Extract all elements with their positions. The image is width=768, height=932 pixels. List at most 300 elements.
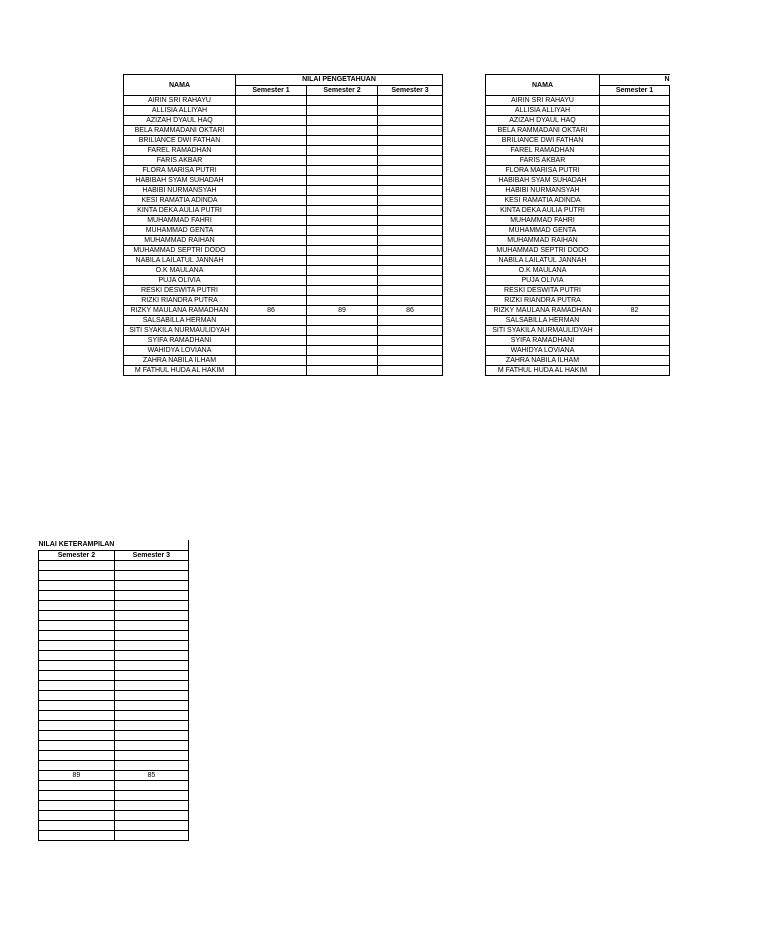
keterampilan-semester-1-cell[interactable]: [600, 186, 670, 196]
pengetahuan-semester-1-cell[interactable]: [236, 136, 307, 146]
student-name-cell[interactable]: FAREL RAMADHAN: [486, 146, 600, 156]
student-name-cell[interactable]: RIZKY MAULANA RAMADHAN: [486, 306, 600, 316]
keterampilan-semester-1-cell[interactable]: [600, 176, 670, 186]
student-name-cell[interactable]: AIRIN SRI RAHAYU: [486, 96, 600, 106]
pengetahuan-semester-1-cell[interactable]: [236, 156, 307, 166]
table-row: [124, 216, 443, 226]
semester-3-header[interactable]: Semester 3: [378, 86, 443, 96]
pengetahuan-semester-1-cell[interactable]: [236, 296, 307, 306]
student-name-cell[interactable]: NABILA LAILATUL JANNAH: [486, 256, 600, 266]
student-name-cell[interactable]: RIZKY MAULANA RAMADHAN: [124, 306, 236, 316]
keterampilan-semester-1-cell[interactable]: [600, 326, 670, 336]
pengetahuan-semester-2-cell[interactable]: [307, 176, 378, 186]
pengetahuan-semester-2-cell[interactable]: [307, 226, 378, 236]
pengetahuan-semester-2-cell[interactable]: [307, 236, 378, 246]
table-row: [486, 366, 670, 376]
table-row: [486, 186, 670, 196]
keterampilan-semester-3-cell[interactable]: [114, 701, 188, 711]
student-name-cell[interactable]: FARIS AKBAR: [486, 156, 600, 166]
student-name-cell[interactable]: FLORA MARISA PUTRI: [124, 166, 236, 176]
keterampilan-semester-3-cell[interactable]: [114, 641, 188, 651]
student-name-cell[interactable]: KESI RAMATIA ADINDA: [124, 196, 236, 206]
keterampilan-continuation-table: [38, 540, 189, 841]
semester-2-header[interactable]: Semester 2: [39, 551, 115, 561]
keterampilan-semester-3-cell[interactable]: [114, 671, 188, 681]
student-name-cell[interactable]: ZAHRA NABILA ILHAM: [486, 356, 600, 366]
table-row: [124, 306, 443, 316]
student-name-cell[interactable]: ZAHRA NABILA ILHAM: [124, 356, 236, 366]
keterampilan-semester-2-cell[interactable]: [39, 621, 115, 631]
table-row: [486, 246, 670, 256]
table-row: [486, 126, 670, 136]
pengetahuan-semester-2-cell[interactable]: [307, 326, 378, 336]
keterampilan-semester-2-cell[interactable]: 89: [39, 771, 115, 781]
table-row: [39, 651, 189, 661]
student-name-cell[interactable]: FARIS AKBAR: [124, 156, 236, 166]
pengetahuan-semester-2-cell[interactable]: [307, 146, 378, 156]
keterampilan-semester-1-cell[interactable]: [600, 256, 670, 266]
semester-3-header[interactable]: Semester 3: [114, 551, 188, 561]
pengetahuan-semester-1-cell[interactable]: [236, 126, 307, 136]
pengetahuan-semester-3-cell[interactable]: [378, 186, 443, 196]
keterampilan-semester-1-cell[interactable]: [600, 226, 670, 236]
table-row: [486, 306, 670, 316]
student-name-cell[interactable]: ALLISIA ALLIYAH: [486, 106, 600, 116]
table-row: [124, 126, 443, 136]
pengetahuan-semester-2-cell[interactable]: [307, 206, 378, 216]
pengetahuan-semester-3-cell[interactable]: [378, 136, 443, 146]
student-name-cell[interactable]: HABIBI NURMANSYAH: [486, 186, 600, 196]
student-name-cell[interactable]: M FATHUL HUDA AL HAKIM: [486, 366, 600, 376]
table-row: [39, 741, 189, 751]
keterampilan-semester-1-cell[interactable]: [600, 196, 670, 206]
pengetahuan-semester-2-cell[interactable]: [307, 256, 378, 266]
pengetahuan-semester-2-cell[interactable]: [307, 246, 378, 256]
keterampilan-semester-2-cell[interactable]: [39, 561, 115, 571]
table-row: [486, 146, 670, 156]
pengetahuan-semester-2-cell[interactable]: [307, 96, 378, 106]
student-name-cell[interactable]: O.K MAULANA: [486, 266, 600, 276]
table-row: [39, 681, 189, 691]
pengetahuan-semester-2-cell[interactable]: [307, 136, 378, 146]
table-row: [124, 176, 443, 186]
semester-1-header[interactable]: Semester 1: [600, 86, 670, 96]
keterampilan-semester-2-cell[interactable]: [39, 671, 115, 681]
student-name-cell[interactable]: SITI SYAKILA NURMAULIDYAH: [124, 326, 236, 336]
pengetahuan-semester-1-cell[interactable]: [236, 266, 307, 276]
pengetahuan-semester-3-cell[interactable]: [378, 106, 443, 116]
pengetahuan-semester-2-cell[interactable]: [307, 366, 378, 376]
pengetahuan-semester-3-cell[interactable]: [378, 166, 443, 176]
keterampilan-semester-2-cell[interactable]: [39, 791, 115, 801]
table-row: [39, 791, 189, 801]
pengetahuan-semester-3-cell[interactable]: [378, 226, 443, 236]
pengetahuan-semester-1-cell[interactable]: [236, 176, 307, 186]
keterampilan-semester-2-cell[interactable]: [39, 731, 115, 741]
table-row: [124, 106, 443, 116]
student-name-cell[interactable]: M FATHUL HUDA AL HAKIM: [124, 366, 236, 376]
table-row: [39, 671, 189, 681]
pengetahuan-semester-2-cell[interactable]: [307, 316, 378, 326]
keterampilan-semester-3-cell[interactable]: [114, 661, 188, 671]
pengetahuan-semester-3-cell[interactable]: [378, 176, 443, 186]
keterampilan-semester-1-cell[interactable]: [600, 106, 670, 116]
keterampilan-semester-3-cell[interactable]: [114, 731, 188, 741]
pengetahuan-semester-3-cell[interactable]: [378, 316, 443, 326]
pengetahuan-semester-1-cell[interactable]: [236, 256, 307, 266]
keterampilan-semester-3-cell[interactable]: [114, 761, 188, 771]
pengetahuan-semester-1-cell[interactable]: [236, 196, 307, 206]
pengetahuan-semester-2-cell[interactable]: [307, 216, 378, 226]
pengetahuan-semester-1-cell[interactable]: [236, 366, 307, 376]
keterampilan-semester-3-cell[interactable]: [114, 591, 188, 601]
student-name-cell[interactable]: AZIZAH DYAUL HAQ: [124, 116, 236, 126]
pengetahuan-semester-2-cell[interactable]: [307, 296, 378, 306]
student-name-cell[interactable]: MUHAMMAD FAHRI: [124, 216, 236, 226]
table-row: [39, 691, 189, 701]
keterampilan-semester-1-cell[interactable]: [600, 126, 670, 136]
keterampilan-semester-3-cell[interactable]: [114, 571, 188, 581]
student-name-cell[interactable]: NABILA LAILATUL JANNAH: [124, 256, 236, 266]
table-row: [124, 146, 443, 156]
keterampilan-semester-1-cell[interactable]: [600, 276, 670, 286]
pengetahuan-semester-1-cell[interactable]: [236, 346, 307, 356]
pengetahuan-semester-2-cell[interactable]: [307, 356, 378, 366]
table-row: [124, 156, 443, 166]
keterampilan-semester-2-cell[interactable]: [39, 661, 115, 671]
keterampilan-semester-2-cell[interactable]: [39, 581, 115, 591]
keterampilan-semester-3-cell[interactable]: [114, 831, 188, 841]
keterampilan-semester-1-cell[interactable]: [600, 366, 670, 376]
keterampilan-semester-3-cell[interactable]: 85: [114, 771, 188, 781]
student-name-cell[interactable]: MUHAMMAD SEPTRI DODO: [124, 246, 236, 256]
table-row: [39, 611, 189, 621]
keterampilan-semester-2-cell[interactable]: [39, 801, 115, 811]
student-name-cell[interactable]: PUJA OLIVIA: [486, 276, 600, 286]
keterampilan-semester-2-cell[interactable]: [39, 721, 115, 731]
pengetahuan-semester-2-cell[interactable]: [307, 266, 378, 276]
keterampilan-semester-1-cell[interactable]: 82: [600, 306, 670, 316]
student-name-cell[interactable]: RESKI DESWITA PUTRI: [124, 286, 236, 296]
table-row: [486, 236, 670, 246]
table-row: [486, 326, 670, 336]
pengetahuan-semester-2-cell[interactable]: 89: [307, 306, 378, 316]
keterampilan-semester-1-cell[interactable]: [600, 246, 670, 256]
table-row: [39, 751, 189, 761]
nilai-keterampilan-header-fragment[interactable]: N: [600, 75, 670, 86]
student-name-cell[interactable]: KESI RAMATIA ADINDA: [486, 196, 600, 206]
keterampilan-semester-3-cell[interactable]: [114, 651, 188, 661]
table-row: [39, 561, 189, 571]
student-name-cell[interactable]: WAHIDYA LOVIANA: [486, 346, 600, 356]
keterampilan-semester-2-cell[interactable]: [39, 651, 115, 661]
keterampilan-semester-1-cell[interactable]: [600, 216, 670, 226]
table-row: [124, 326, 443, 336]
student-name-cell[interactable]: SYIFA RAMADHANI: [486, 336, 600, 346]
keterampilan-semester-3-cell[interactable]: [114, 741, 188, 751]
keterampilan-semester-3-cell[interactable]: [114, 711, 188, 721]
keterampilan-names-table: [485, 74, 670, 376]
student-name-cell[interactable]: FLORA MARISA PUTRI: [486, 166, 600, 176]
student-name-cell[interactable]: SITI SYAKILA NURMAULIDYAH: [486, 326, 600, 336]
keterampilan-semester-2-cell[interactable]: [39, 631, 115, 641]
nilai-pengetahuan-header[interactable]: NILAI PENGETAHUAN: [236, 75, 443, 86]
pengetahuan-semester-3-cell[interactable]: [378, 146, 443, 156]
pengetahuan-table: [123, 74, 443, 376]
table-row: [39, 721, 189, 731]
student-name-cell[interactable]: BELA RAMMADANI OKTARI: [486, 126, 600, 136]
keterampilan-semester-2-cell[interactable]: [39, 611, 115, 621]
pengetahuan-semester-3-cell[interactable]: [378, 266, 443, 276]
table-row: [486, 286, 670, 296]
keterampilan-semester-3-cell[interactable]: [114, 811, 188, 821]
table-row: [124, 266, 443, 276]
student-name-cell[interactable]: WAHIDYA LOVIANA: [124, 346, 236, 356]
student-name-cell[interactable]: ALLISIA ALLIYAH: [124, 106, 236, 116]
student-name-cell[interactable]: MUHAMMAD FAHRI: [486, 216, 600, 226]
table-row: [486, 346, 670, 356]
student-name-cell[interactable]: MUHAMMAD RAIHAN: [486, 236, 600, 246]
keterampilan-semester-2-cell[interactable]: [39, 571, 115, 581]
student-name-cell[interactable]: RIZKI RIANDRA PUTRA: [124, 296, 236, 306]
pengetahuan-semester-3-cell[interactable]: [378, 296, 443, 306]
pengetahuan-semester-1-cell[interactable]: [236, 96, 307, 106]
pengetahuan-semester-1-cell[interactable]: [236, 146, 307, 156]
table-row: [124, 356, 443, 366]
table-row: [39, 591, 189, 601]
table-row: [486, 356, 670, 366]
keterampilan-semester-3-cell[interactable]: [114, 721, 188, 731]
keterampilan-semester-1-cell[interactable]: [600, 156, 670, 166]
pengetahuan-semester-1-cell[interactable]: [236, 186, 307, 196]
pengetahuan-semester-1-cell[interactable]: [236, 236, 307, 246]
keterampilan-semester-2-cell[interactable]: [39, 781, 115, 791]
table-row: [124, 196, 443, 206]
pengetahuan-semester-3-cell[interactable]: [378, 246, 443, 256]
pengetahuan-semester-3-cell[interactable]: [378, 206, 443, 216]
table-row: [39, 761, 189, 771]
keterampilan-semester-1-cell[interactable]: [600, 266, 670, 276]
keterampilan-semester-2-cell[interactable]: [39, 681, 115, 691]
keterampilan-semester-1-cell[interactable]: [600, 356, 670, 366]
pengetahuan-semester-3-cell[interactable]: [378, 366, 443, 376]
pengetahuan-semester-2-cell[interactable]: [307, 106, 378, 116]
student-name-cell[interactable]: HABIBI NURMANSYAH: [124, 186, 236, 196]
table-row: [486, 196, 670, 206]
keterampilan-semester-3-cell[interactable]: [114, 751, 188, 761]
semester-1-header[interactable]: Semester 1: [236, 86, 307, 96]
pengetahuan-semester-3-cell[interactable]: [378, 336, 443, 346]
pengetahuan-semester-3-cell[interactable]: [378, 256, 443, 266]
table-row: [39, 801, 189, 811]
pengetahuan-semester-1-cell[interactable]: [236, 206, 307, 216]
keterampilan-semester-3-cell[interactable]: [114, 691, 188, 701]
pengetahuan-semester-1-cell[interactable]: [236, 336, 307, 346]
student-name-cell[interactable]: FAREL RAMADHAN: [124, 146, 236, 156]
keterampilan-semester-3-cell[interactable]: [114, 781, 188, 791]
keterampilan-semester-2-cell[interactable]: [39, 641, 115, 651]
keterampilan-semester-2-cell[interactable]: [39, 831, 115, 841]
table-row: [39, 811, 189, 821]
student-name-cell[interactable]: O.K MAULANA: [124, 266, 236, 276]
table-row: [39, 661, 189, 671]
student-name-cell[interactable]: SYIFA RAMADHANI: [124, 336, 236, 346]
nama-header[interactable]: NAMA: [124, 75, 236, 96]
pengetahuan-semester-3-cell[interactable]: [378, 326, 443, 336]
header-spacer[interactable]: [114, 540, 188, 551]
student-name-cell[interactable]: KINTA DEKA AULIA PUTRI: [486, 206, 600, 216]
pengetahuan-semester-1-cell[interactable]: [236, 246, 307, 256]
keterampilan-semester-2-cell[interactable]: [39, 591, 115, 601]
keterampilan-semester-1-cell[interactable]: [600, 146, 670, 156]
table-row: [124, 286, 443, 296]
table-row: [124, 336, 443, 346]
pengetahuan-semester-2-cell[interactable]: [307, 166, 378, 176]
keterampilan-semester-3-cell[interactable]: [114, 681, 188, 691]
pengetahuan-semester-2-cell[interactable]: [307, 116, 378, 126]
pengetahuan-semester-1-cell[interactable]: [236, 106, 307, 116]
pengetahuan-semester-2-cell[interactable]: [307, 286, 378, 296]
table-row: [486, 176, 670, 186]
pengetahuan-semester-1-cell[interactable]: 86: [236, 306, 307, 316]
table-row: [39, 631, 189, 641]
keterampilan-semester-1-cell[interactable]: [600, 286, 670, 296]
pengetahuan-semester-2-cell[interactable]: [307, 156, 378, 166]
table-row: [39, 641, 189, 651]
student-name-cell[interactable]: AZIZAH DYAUL HAQ: [486, 116, 600, 126]
pengetahuan-semester-2-cell[interactable]: [307, 336, 378, 346]
table-row: [124, 366, 443, 376]
student-name-cell[interactable]: MUHAMMAD SEPTRI DODO: [486, 246, 600, 256]
pengetahuan-semester-3-cell[interactable]: [378, 96, 443, 106]
keterampilan-semester-3-cell[interactable]: [114, 561, 188, 571]
table-row: [124, 256, 443, 266]
keterampilan-semester-2-cell[interactable]: [39, 701, 115, 711]
pengetahuan-semester-3-cell[interactable]: [378, 286, 443, 296]
keterampilan-semester-1-cell[interactable]: [600, 336, 670, 346]
keterampilan-semester-1-cell[interactable]: [600, 206, 670, 216]
keterampilan-semester-2-cell[interactable]: [39, 741, 115, 751]
pengetahuan-semester-1-cell[interactable]: [236, 166, 307, 176]
student-name-cell[interactable]: MUHAMMAD GENTA: [124, 226, 236, 236]
pengetahuan-semester-1-cell[interactable]: [236, 116, 307, 126]
keterampilan-semester-2-cell[interactable]: [39, 711, 115, 721]
student-name-cell[interactable]: SALSABILLA HERMAN: [124, 316, 236, 326]
student-name-cell[interactable]: MUHAMMAD GENTA: [486, 226, 600, 236]
student-name-cell[interactable]: BRILIANCE DWI FATHAN: [486, 136, 600, 146]
keterampilan-semester-1-cell[interactable]: [600, 166, 670, 176]
student-name-cell[interactable]: BELA RAMMADANI OKTARI: [124, 126, 236, 136]
pengetahuan-semester-3-cell[interactable]: [378, 346, 443, 356]
nilai-keterampilan-header[interactable]: NILAI KETERAMPILAN: [39, 540, 115, 551]
table-row: [39, 601, 189, 611]
pengetahuan-semester-3-cell[interactable]: [378, 276, 443, 286]
pengetahuan-semester-3-cell[interactable]: [378, 196, 443, 206]
table-row: [124, 276, 443, 286]
table-row: [486, 136, 670, 146]
pengetahuan-semester-2-cell[interactable]: [307, 276, 378, 286]
pengetahuan-semester-1-cell[interactable]: [236, 276, 307, 286]
keterampilan-semester-2-cell[interactable]: [39, 691, 115, 701]
table-row: [486, 336, 670, 346]
pengetahuan-semester-2-cell[interactable]: [307, 126, 378, 136]
student-name-cell[interactable]: RESKI DESWITA PUTRI: [486, 286, 600, 296]
student-name-cell[interactable]: PUJA OLIVIA: [124, 276, 236, 286]
table-row: [486, 166, 670, 176]
table-row: [486, 276, 670, 286]
student-name-cell[interactable]: AIRIN SRI RAHAYU: [124, 96, 236, 106]
keterampilan-semester-3-cell[interactable]: [114, 621, 188, 631]
student-name-cell[interactable]: KINTA DEKA AULIA PUTRI: [124, 206, 236, 216]
keterampilan-semester-2-cell[interactable]: [39, 601, 115, 611]
table-row: [39, 781, 189, 791]
pengetahuan-semester-2-cell[interactable]: [307, 346, 378, 356]
keterampilan-semester-3-cell[interactable]: [114, 791, 188, 801]
pengetahuan-semester-1-cell[interactable]: [236, 216, 307, 226]
nama-header[interactable]: NAMA: [486, 75, 600, 96]
keterampilan-semester-1-cell[interactable]: [600, 296, 670, 306]
pengetahuan-semester-2-cell[interactable]: [307, 186, 378, 196]
student-name-cell[interactable]: RIZKI RIANDRA PUTRA: [486, 296, 600, 306]
pengetahuan-semester-1-cell[interactable]: [236, 326, 307, 336]
table-row: [124, 136, 443, 146]
keterampilan-semester-2-cell[interactable]: [39, 751, 115, 761]
keterampilan-semester-1-cell[interactable]: [600, 316, 670, 326]
table-row: [39, 621, 189, 631]
pengetahuan-semester-3-cell[interactable]: [378, 216, 443, 226]
student-name-cell[interactable]: BRILIANCE DWI FATHAN: [124, 136, 236, 146]
pengetahuan-semester-3-cell[interactable]: [378, 356, 443, 366]
table-row: [486, 226, 670, 236]
keterampilan-semester-1-cell[interactable]: [600, 96, 670, 106]
keterampilan-semester-2-cell[interactable]: [39, 761, 115, 771]
table-row: [39, 831, 189, 841]
pengetahuan-semester-3-cell[interactable]: [378, 156, 443, 166]
keterampilan-semester-3-cell[interactable]: [114, 581, 188, 591]
keterampilan-semester-3-cell[interactable]: [114, 801, 188, 811]
pengetahuan-semester-3-cell[interactable]: [378, 236, 443, 246]
pengetahuan-semester-1-cell[interactable]: [236, 356, 307, 366]
keterampilan-semester-1-cell[interactable]: [600, 236, 670, 246]
table-row: [39, 821, 189, 831]
student-name-cell[interactable]: HABIBAH SYAM SUHADAH: [486, 176, 600, 186]
pengetahuan-semester-2-cell[interactable]: [307, 196, 378, 206]
pengetahuan-semester-3-cell[interactable]: [378, 126, 443, 136]
pengetahuan-semester-1-cell[interactable]: [236, 226, 307, 236]
pengetahuan-semester-3-cell[interactable]: [378, 116, 443, 126]
keterampilan-semester-3-cell[interactable]: [114, 601, 188, 611]
semester-2-header[interactable]: Semester 2: [307, 86, 378, 96]
student-name-cell[interactable]: HABIBAH SYAM SUHADAH: [124, 176, 236, 186]
keterampilan-semester-1-cell[interactable]: [600, 346, 670, 356]
table-row: [124, 296, 443, 306]
pengetahuan-semester-1-cell[interactable]: [236, 286, 307, 296]
keterampilan-semester-3-cell[interactable]: [114, 821, 188, 831]
table-row: [486, 216, 670, 226]
student-name-cell[interactable]: SALSABILLA HERMAN: [486, 316, 600, 326]
keterampilan-semester-1-cell[interactable]: [600, 136, 670, 146]
student-name-cell[interactable]: MUHAMMAD RAIHAN: [124, 236, 236, 246]
table-row: [124, 96, 443, 106]
table-row: [124, 346, 443, 356]
keterampilan-semester-1-cell[interactable]: [600, 116, 670, 126]
pengetahuan-semester-3-cell[interactable]: 86: [378, 306, 443, 316]
pengetahuan-semester-1-cell[interactable]: [236, 316, 307, 326]
keterampilan-semester-2-cell[interactable]: [39, 811, 115, 821]
keterampilan-semester-3-cell[interactable]: [114, 631, 188, 641]
keterampilan-semester-3-cell[interactable]: [114, 611, 188, 621]
keterampilan-semester-2-cell[interactable]: [39, 821, 115, 831]
